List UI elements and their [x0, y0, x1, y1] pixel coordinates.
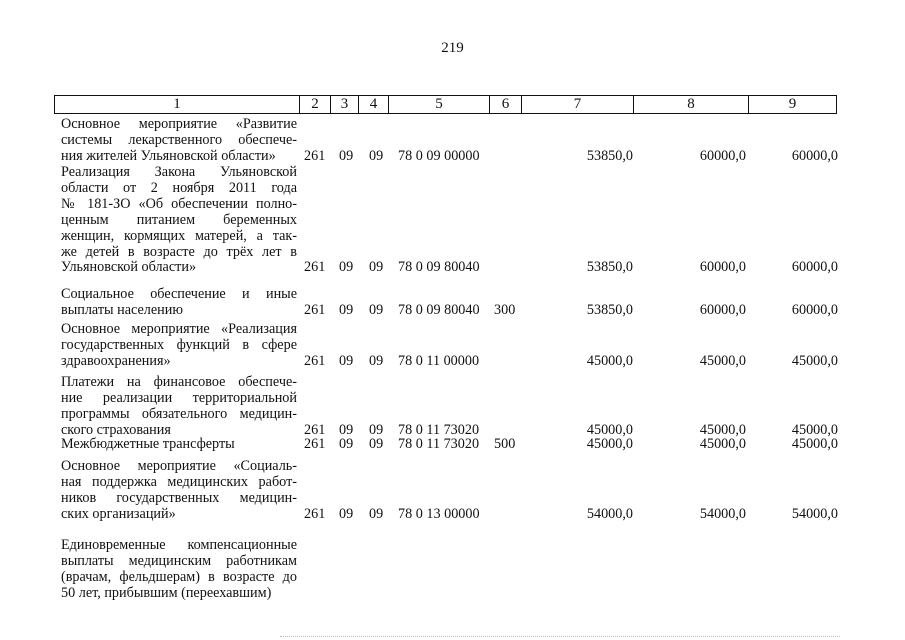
- cell-c9: 45000,0: [791, 421, 838, 438]
- description-line: выплаты медицинским работникам: [61, 552, 297, 569]
- cell-c8: 45000,0: [699, 352, 746, 369]
- cell-c2: 261: [304, 301, 326, 318]
- description-line: же детей в возрасте до трёх лет в: [61, 243, 297, 260]
- cell-c3: 09: [339, 301, 354, 318]
- header-col-2: 2: [299, 96, 330, 113]
- description-line: программы обязательного медицин-: [61, 405, 297, 422]
- description-line: государственных функций в сфере: [61, 336, 297, 353]
- cell-c3: 09: [339, 421, 354, 438]
- cell-c2: 261: [304, 259, 326, 276]
- cell-c4: 09: [369, 505, 384, 522]
- cell-c5: 78 0 09 80040: [398, 301, 480, 318]
- cell-c4: 09: [369, 301, 384, 318]
- cell-c7: 53850,0: [586, 147, 633, 164]
- cell-c2: 261: [304, 147, 326, 164]
- cell-c5: 78 0 11 73020: [398, 436, 480, 452]
- description-line: (врачам, фельдшерам) в возрасте до: [61, 568, 297, 585]
- description-line: ная поддержка медицинских работ-: [61, 473, 297, 490]
- cell-c5: 78 0 11 73020: [398, 421, 480, 438]
- description-line: Единовременные компенсационные: [61, 537, 297, 553]
- description-line: системы лекарственного обеспече-: [61, 131, 297, 148]
- cell-c7: 45000,0: [586, 352, 633, 369]
- cell-c8: 60000,0: [699, 301, 746, 318]
- cell-c7: 45000,0: [586, 421, 633, 438]
- cell-c8: 45000,0: [699, 421, 746, 438]
- header-col-5: 5: [388, 96, 489, 113]
- cell-c4: 09: [369, 259, 384, 276]
- cell-c4: 09: [369, 147, 384, 164]
- row-description: [61, 375, 297, 439]
- description-line: ников государственных медицин-: [61, 489, 297, 506]
- cell-c9: 60000,0: [791, 147, 838, 164]
- description-line: ние реализации территориальной: [61, 389, 297, 406]
- cell-c4: 09: [369, 352, 384, 369]
- cell-c2: 261: [304, 352, 326, 369]
- cell-c8: 60000,0: [699, 259, 746, 276]
- cell-c9: 45000,0: [791, 352, 838, 369]
- table-header: [54, 95, 837, 114]
- row-description: [61, 538, 297, 602]
- description-line: выплаты населению: [61, 301, 183, 318]
- row-description: [61, 117, 297, 165]
- description-line: № 181-ЗО «Об обеспечении полно-: [61, 195, 297, 212]
- header-col-4: 4: [358, 96, 388, 113]
- header-col-8: 8: [633, 96, 748, 113]
- description-line: Основное мероприятие «Социаль-: [61, 458, 297, 474]
- page-number: 219: [441, 40, 464, 56]
- cell-c3: 09: [339, 352, 354, 369]
- description-line: 50 лет, прибывшим (переехавшим): [61, 584, 272, 601]
- description-line: женщин, кормящих матерей, а так-: [61, 227, 297, 244]
- description-line: области от 2 ноября 2011 года: [61, 179, 297, 196]
- cell-c7: 53850,0: [586, 301, 633, 318]
- cell-c3: 09: [339, 436, 354, 452]
- description-line: здравоохранения»: [61, 352, 171, 369]
- cell-c9: 45000,0: [791, 436, 838, 452]
- cell-c2: 261: [304, 436, 326, 452]
- page-edge-divider: [280, 636, 840, 638]
- header-col-3: 3: [330, 96, 358, 113]
- cell-c8: 54000,0: [699, 505, 746, 522]
- header-col-7: 7: [521, 96, 633, 113]
- cell-c4: 09: [369, 421, 384, 438]
- row-description: [61, 322, 297, 370]
- row-description: [61, 165, 297, 276]
- cell-c4: 09: [369, 436, 384, 452]
- cell-c9: 54000,0: [791, 505, 838, 522]
- header-col-9: 9: [748, 96, 836, 113]
- description-line: ского страхования: [61, 421, 171, 438]
- cell-c2: 261: [304, 421, 326, 438]
- cell-c3: 09: [339, 505, 354, 522]
- description-line: Платежи на финансовое обеспече-: [61, 374, 297, 390]
- description-line: ния жителей Ульяновской области»: [61, 147, 276, 164]
- description-line: Основное мероприятие «Развитие: [61, 116, 297, 132]
- description-line: ценным питанием беременных: [61, 211, 297, 228]
- cell-c6: 300: [494, 301, 516, 318]
- cell-c3: 09: [339, 259, 354, 276]
- cell-c7: 45000,0: [586, 436, 633, 452]
- row-description: [61, 459, 297, 523]
- cell-c8: 60000,0: [699, 147, 746, 164]
- cell-c3: 09: [339, 147, 354, 164]
- cell-c5: 78 0 09 80040: [398, 259, 480, 276]
- cell-c6: 500: [494, 436, 516, 452]
- cell-c2: 261: [304, 505, 326, 522]
- cell-c5: 78 0 13 00000: [398, 505, 480, 522]
- header-col-1: 1: [173, 96, 181, 112]
- description-line: Основное мероприятие «Реализация: [61, 321, 297, 337]
- description-line: Социальное обеспечение и иные: [61, 286, 297, 302]
- row-description: [61, 287, 297, 319]
- cell-c8: 45000,0: [699, 436, 746, 452]
- description-line: Межбюджетные трансферты: [61, 436, 235, 452]
- header-col-6: 6: [489, 96, 521, 113]
- cell-c7: 53850,0: [586, 259, 633, 276]
- cell-c7: 54000,0: [586, 505, 633, 522]
- cell-c9: 60000,0: [791, 259, 838, 276]
- cell-c9: 60000,0: [791, 301, 838, 318]
- cell-c5: 78 0 09 00000: [398, 147, 480, 164]
- cell-c5: 78 0 11 00000: [398, 352, 480, 369]
- row-description: [61, 437, 297, 453]
- description-line: Ульяновской области»: [61, 259, 197, 276]
- description-line: Реализация Закона Ульяновской: [61, 164, 297, 180]
- description-line: ских организаций»: [61, 505, 176, 522]
